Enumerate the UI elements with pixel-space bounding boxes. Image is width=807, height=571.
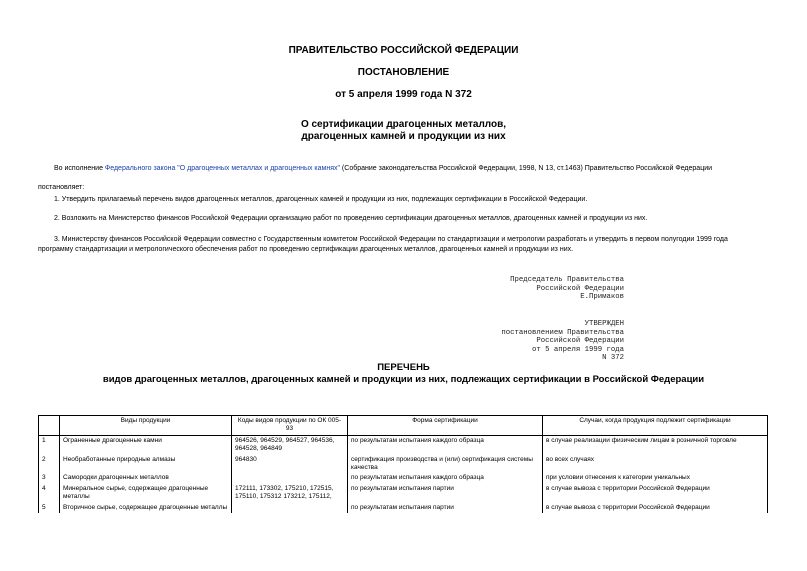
item-3-line-1: 3. Министерству финансов Российской Федерации совместно с Государственным комитетом Российской Федерации по стандартизации и метрологии разработать и утвердить в первом полугодии 1999 года [54,236,728,243]
title-line-2: драгоценных камней и продукции из них [301,131,506,142]
approved-block [501,320,624,363]
document-title [0,119,807,143]
row-codes: 172111, 173302, 175210, 172515, 175110, 175312 173212, 175112, [232,484,348,503]
title-line-1: О сертификации драгоценных металлов, [300,119,507,130]
row-cases: в случае вывоза с территории Российской Федерации [543,503,768,513]
row-number: 4 [39,484,60,503]
row-product: Самородки драгоценных металлов [60,473,232,483]
row-product: Ограненные драгоценные камни [60,435,232,454]
row-form: по результатам испытания партии [348,484,543,503]
signature-line-2: Российской Федерации [536,284,624,293]
table-row [39,435,768,454]
row-codes: 964830 [232,455,348,474]
row-product: Минеральное сырье, содержащее драгоценные металлы [60,484,232,503]
approved-line-5: N 372 [602,354,624,363]
approved-line-4: от 5 апреля 1999 года [532,345,624,354]
approved-line-3: Российской Федерации [536,337,624,346]
row-codes: 964526, 964529, 964527, 964536, 964528, 964849 [232,435,348,454]
item-3-line-2: программу стандартизации и метрологического обеспечения работ по проведению сертификации драгоценных металлов, драгоценных камней и продукции из них. [38,246,574,253]
header-number [39,416,60,436]
header-form: Форма сертификации [348,416,543,436]
signature-line-1: Председатель Правительства [510,276,624,284]
table-row [39,484,768,503]
item-2: 2. Возложить на Министерство финансов Российской Федерации организацию работ по проведению сертификации драгоценных металлов, драгоценных камней и продукции из них. [54,215,648,222]
table-row [39,455,768,474]
table-row [39,503,768,513]
federal-law-link[interactable]: Федерального закона "О драгоценных металлах и драгоценных камнях" [104,165,340,172]
row-number: 5 [39,503,60,513]
approved-line-2: постановлением Правительства [501,328,624,337]
document-type: ПОСТАНОВЛЕНИЕ [357,67,450,78]
resolves-text: постановляет: [38,184,85,191]
signature-line-3: Е.Примаков [580,293,624,302]
list-title-line-1: ПЕРЕЧЕНЬ [377,362,430,373]
government-heading: ПРАВИТЕЛЬСТВО РОССИЙСКОЙ ФЕДЕРАЦИИ [288,45,519,56]
list-title [0,362,807,386]
header-product: Виды продукции [60,416,232,436]
row-cases: в случае вывоза с территории Российской Федерации [543,484,768,503]
row-number: 2 [39,455,60,474]
row-form: по результатам испытания каждого образца [348,435,543,454]
row-codes [232,503,348,513]
row-number: 1 [39,435,60,454]
document-date-number: от 5 апреля 1999 года N 372 [335,89,472,100]
row-number: 3 [39,473,60,483]
row-cases: во всех случаях [543,455,768,474]
table-row [39,473,768,483]
list-title-line-2: видов драгоценных металлов, драгоценных камней и продукции из них, подлежащих сертификации в Российской Федерации [102,374,705,385]
item-1: 1. Утвердить прилагаемый перечень видов драгоценных металлов, драгоценных камней и продукции из них, подлежащих сертификации в Российской Федерации. [54,196,588,203]
header-cases: Случаи, когда продукция подлежит сертификации [543,416,768,436]
intro-suffix: (Собрание законодательства Российской Федерации, 1998, N 13, ст.1463) Правительство Российской Федерации [339,165,713,172]
signature-block [510,276,624,302]
row-cases: в случае реализации физическим лицам в розничной торговле [543,435,768,454]
row-form: по результатам испытания каждого образца [348,473,543,483]
table-header-row [39,416,768,436]
approved-line-1: УТВЕРЖДЕН [584,320,624,328]
row-form: сертификация производства и (или) сертификация системы качества [348,455,543,474]
row-product: Вторичное сырье, содержащее драгоценные металлы [60,503,232,513]
row-product: Необработанные природные алмазы [60,455,232,474]
intro-paragraph [54,164,712,174]
header-codes: Коды видов продукции по ОК 005-93 [232,416,348,436]
row-codes [232,473,348,483]
intro-prefix: Во исполнение [54,165,105,172]
row-form: по результатам испытания партии [348,503,543,513]
products-table [38,415,768,513]
row-cases: при условии отнесения к категории уникальных [543,473,768,483]
